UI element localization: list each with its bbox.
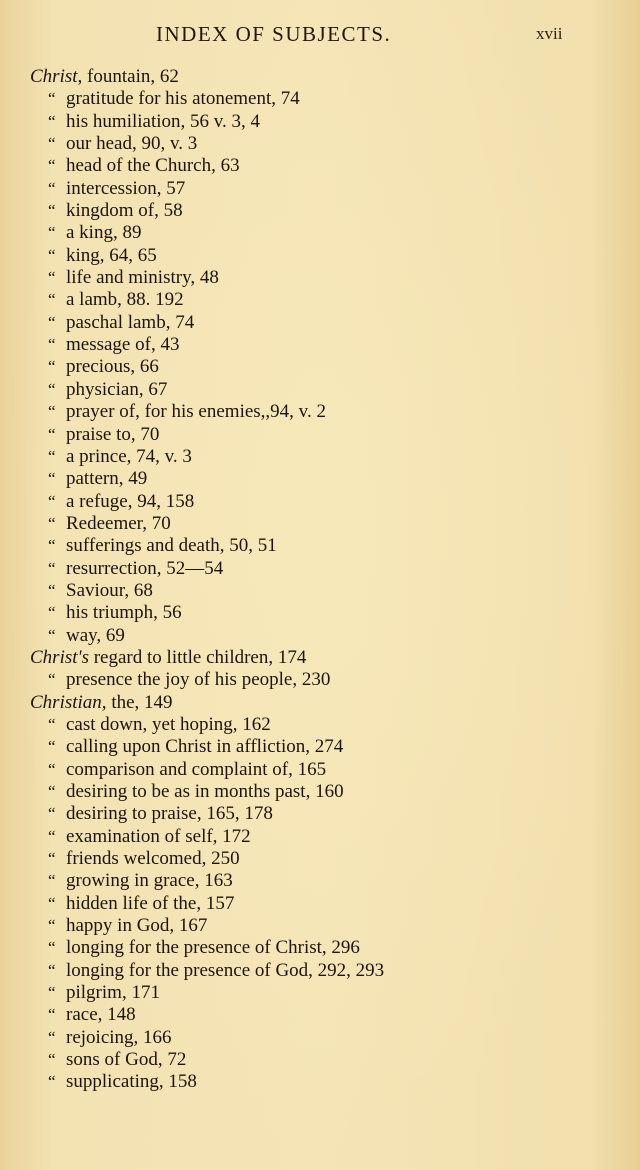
entry-text: praise to, 70 — [66, 423, 160, 445]
index-subentry — [0, 580, 640, 602]
entry-text: growing in grace, 163 — [66, 870, 233, 892]
entry-text: pilgrim, 171 — [66, 982, 160, 1004]
index-subentry — [0, 491, 640, 513]
entry-text: the, 149 — [106, 691, 173, 713]
entry-text: prayer of, for his enemies,,94, v. 2 — [66, 401, 326, 423]
ditto-mark: “ — [48, 826, 56, 846]
index-subentry — [0, 535, 640, 557]
index-subentry — [0, 513, 640, 535]
heading-term: Christ's — [30, 646, 89, 668]
ditto-mark: “ — [48, 469, 56, 489]
entry-text: supplicating, 158 — [66, 1071, 197, 1093]
ditto-mark: “ — [48, 938, 56, 958]
entry-text: cast down, yet hoping, 162 — [66, 713, 271, 735]
index-subentry — [0, 312, 640, 334]
index-subentry — [0, 937, 640, 959]
ditto-mark: “ — [48, 513, 56, 533]
entry-text: desiring to praise, 165, 178 — [66, 803, 273, 825]
entry-text: life and ministry, 48 — [66, 267, 219, 289]
entry-text: longing for the presence of Christ, 296 — [66, 937, 360, 959]
index-subentry — [0, 1071, 640, 1093]
index-heading-entry — [0, 647, 640, 669]
entry-text: comparison and complaint of, 165 — [66, 758, 327, 780]
ditto-mark: “ — [48, 178, 56, 198]
ditto-mark: “ — [48, 312, 56, 332]
index-subentry — [0, 468, 640, 490]
index-subentry — [0, 1049, 640, 1071]
index-subentry — [0, 826, 640, 848]
ditto-mark: “ — [48, 335, 56, 355]
entry-text: paschal lamb, 74 — [66, 311, 195, 333]
entry-text: a king, 89 — [66, 222, 142, 244]
index-subentry — [0, 714, 640, 736]
entry-text: longing for the presence of God, 292, 293 — [66, 959, 385, 981]
ditto-mark: “ — [48, 580, 56, 600]
ditto-mark: “ — [48, 1027, 56, 1047]
index-subentry — [0, 111, 640, 133]
entry-text: examination of self, 172 — [66, 825, 251, 847]
index-subentry — [0, 178, 640, 200]
ditto-mark: “ — [48, 804, 56, 824]
page-title: INDEX OF SUBJECTS. — [156, 22, 392, 46]
entry-text: king, 64, 65 — [66, 244, 157, 266]
ditto-mark: “ — [48, 424, 56, 444]
index-subentry — [0, 669, 640, 691]
index-subentry — [0, 200, 640, 222]
entry-text: our head, 90, v. 3 — [66, 133, 198, 155]
index-subentry — [0, 736, 640, 758]
index-entry-list — [0, 66, 640, 1094]
index-subentry — [0, 781, 640, 803]
index-subentry — [0, 558, 640, 580]
entry-text: kingdom of, 58 — [66, 200, 183, 222]
index-subentry — [0, 401, 640, 423]
ditto-mark: “ — [48, 402, 56, 422]
index-subentry — [0, 222, 640, 244]
index-subentry — [0, 870, 640, 892]
entry-text: his humiliation, 56 v. 3, 4 — [66, 110, 261, 132]
entry-text: sons of God, 72 — [66, 1049, 187, 1071]
entry-text: race, 148 — [66, 1004, 136, 1026]
ditto-mark: “ — [48, 156, 56, 176]
ditto-mark: “ — [48, 491, 56, 511]
ditto-mark: “ — [48, 1005, 56, 1025]
index-subentry — [0, 267, 640, 289]
ditto-mark: “ — [48, 893, 56, 913]
ditto-mark: “ — [48, 1050, 56, 1070]
index-subentry — [0, 848, 640, 870]
index-subentry — [0, 1027, 640, 1049]
index-subentry — [0, 155, 640, 177]
ditto-mark: “ — [48, 223, 56, 243]
index-subentry — [0, 334, 640, 356]
index-subentry — [0, 356, 640, 378]
ditto-mark: “ — [48, 268, 56, 288]
entry-text: Redeemer, 70 — [66, 512, 171, 534]
ditto-mark: “ — [48, 379, 56, 399]
index-subentry — [0, 759, 640, 781]
ditto-mark: “ — [48, 670, 56, 690]
index-subentry — [0, 446, 640, 468]
index-subentry — [0, 915, 640, 937]
index-subentry — [0, 133, 640, 155]
index-subentry — [0, 424, 640, 446]
ditto-mark: “ — [48, 1072, 56, 1092]
ditto-mark: “ — [48, 960, 56, 980]
entry-text: hidden life of the, 157 — [66, 892, 235, 914]
entry-text: happy in God, 167 — [66, 915, 208, 937]
ditto-mark: “ — [48, 201, 56, 221]
entry-text: gratitude for his atonement, 74 — [66, 88, 300, 110]
index-subentry — [0, 379, 640, 401]
index-heading-entry — [0, 692, 640, 714]
entry-text: message of, 43 — [66, 334, 180, 356]
ditto-mark: “ — [48, 446, 56, 466]
ditto-mark: “ — [48, 782, 56, 801]
entry-text: rejoicing, 166 — [66, 1026, 172, 1048]
index-subentry — [0, 803, 640, 825]
heading-term: Christ, — [30, 66, 83, 87]
entry-text: regard to little children, 174 — [88, 646, 307, 668]
ditto-mark: “ — [48, 89, 56, 109]
entry-text: a refuge, 94, 158 — [66, 490, 195, 512]
index-heading-entry — [0, 66, 640, 88]
entry-text: way, 69 — [66, 624, 125, 646]
entry-text: precious, 66 — [66, 356, 159, 378]
entry-text: intercession, 57 — [66, 177, 186, 199]
ditto-mark: “ — [48, 759, 56, 779]
entry-text: a prince, 74, v. 3 — [66, 445, 192, 467]
page-number: xvii — [536, 24, 563, 43]
entry-text: fountain, 62 — [82, 66, 179, 87]
entry-text: his triumph, 56 — [66, 602, 182, 624]
heading-term: Christian, — [30, 691, 107, 713]
ditto-mark: “ — [48, 245, 56, 265]
index-subentry — [0, 982, 640, 1004]
index-subentry — [0, 289, 640, 311]
ditto-mark: “ — [48, 536, 56, 556]
ditto-mark: “ — [48, 849, 56, 869]
ditto-mark: “ — [48, 290, 56, 310]
entry-text: physician, 67 — [66, 378, 168, 400]
index-subentry — [0, 625, 640, 647]
entry-text: sufferings and death, 50, 51 — [66, 535, 277, 557]
ditto-mark: “ — [48, 603, 56, 623]
entry-text: a lamb, 88. 192 — [66, 289, 184, 311]
ditto-mark: “ — [48, 625, 56, 645]
entry-text: friends welcomed, 250 — [66, 848, 240, 870]
ditto-mark: “ — [48, 714, 56, 734]
ditto-mark: “ — [48, 134, 56, 154]
ditto-mark: “ — [48, 737, 56, 757]
entry-text: resurrection, 52—54 — [66, 557, 224, 579]
ditto-mark: “ — [48, 983, 56, 1003]
index-subentry — [0, 602, 640, 624]
entry-text: pattern, 49 — [66, 468, 148, 490]
index-subentry — [0, 960, 640, 982]
index-subentry — [0, 893, 640, 915]
ditto-mark: “ — [48, 558, 56, 578]
ditto-mark: “ — [48, 111, 56, 131]
entry-text: head of the Church, 63 — [66, 155, 240, 177]
entry-text: presence the joy of his people, 230 — [66, 669, 331, 691]
entry-text: desiring to be as in months past, 160 — [66, 781, 344, 802]
index-subentry — [0, 1004, 640, 1026]
index-subentry — [0, 88, 640, 110]
entry-text: calling upon Christ in affliction, 274 — [66, 736, 344, 758]
ditto-mark: “ — [48, 916, 56, 936]
running-header — [0, 22, 640, 52]
ditto-mark: “ — [48, 357, 56, 377]
entry-text: Saviour, 68 — [66, 579, 153, 601]
index-subentry — [0, 245, 640, 267]
ditto-mark: “ — [48, 871, 56, 891]
